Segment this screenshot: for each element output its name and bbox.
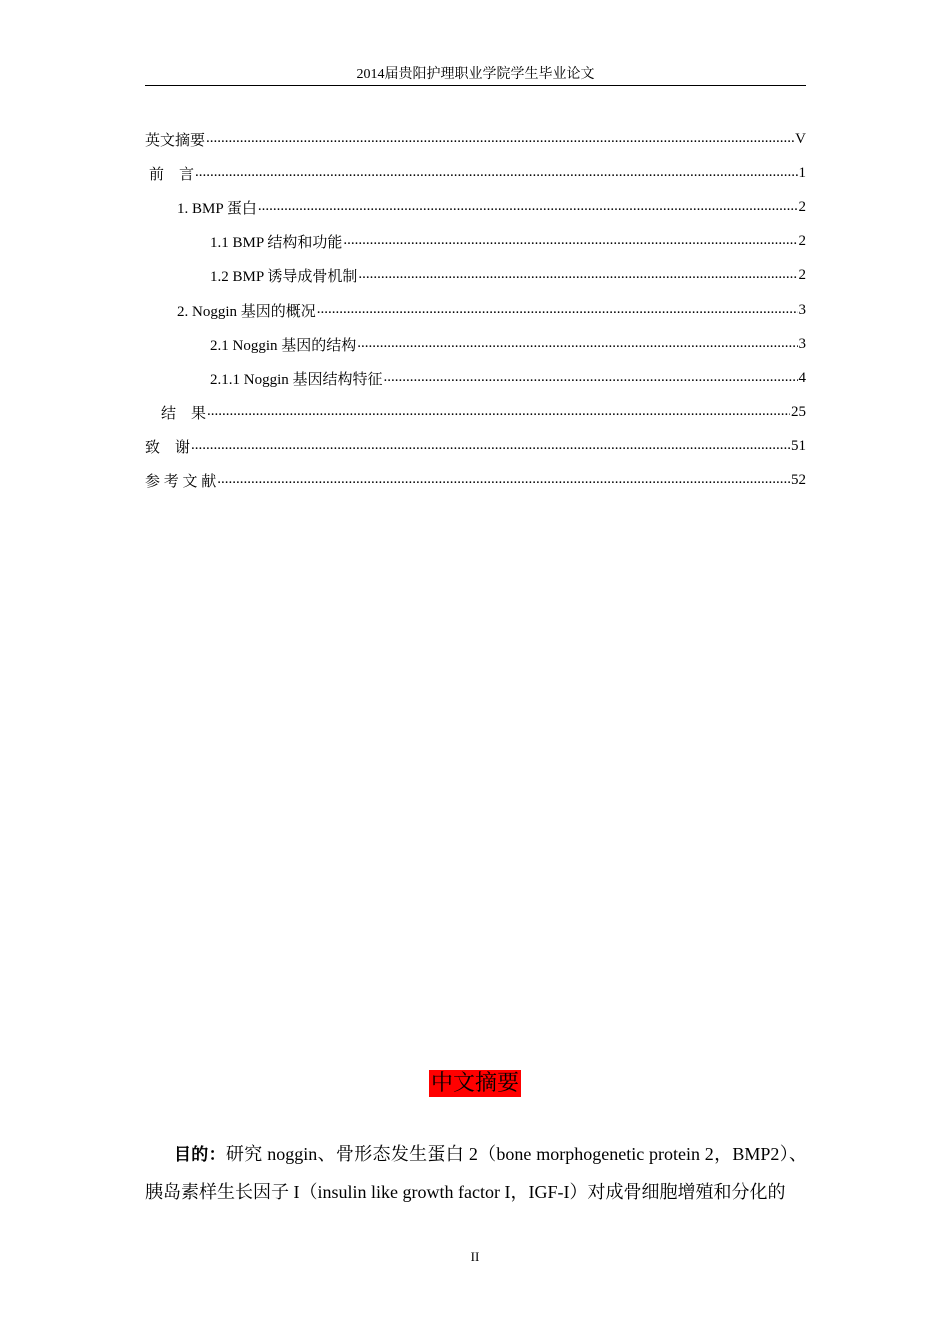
header-rule [145, 85, 806, 86]
abstract-heading-text: 中文摘要 [430, 1071, 519, 1096]
toc-entry-label: 前 言 [149, 166, 195, 183]
toc-entry-label: 1. BMP 蛋白 [177, 200, 257, 217]
abstract-body [145, 1136, 807, 1211]
toc-leader-dots [258, 198, 798, 215]
toc-leader-dots [206, 130, 794, 147]
toc-leader-dots [343, 232, 797, 249]
toc-entry-page: 3 [798, 335, 806, 352]
abstract-paragraph [145, 1136, 807, 1211]
toc-entry-noggin-structure[interactable] [145, 327, 806, 361]
toc-entry-acknowledgements[interactable] [145, 430, 806, 464]
toc-leader-dots [207, 403, 790, 420]
toc-entry-noggin-overview[interactable] [145, 293, 806, 327]
toc-leader-dots [191, 437, 790, 454]
toc-entry-bmp-mechanism[interactable] [145, 259, 806, 293]
page-header: 2014届贵阳护理职业学院学生毕业论文 [356, 67, 595, 82]
toc-entry-page: 1 [798, 164, 806, 181]
toc-entry-page: 2 [798, 198, 806, 215]
abstract-lead-label: 目的： [174, 1145, 226, 1165]
toc-entry-page: 4 [798, 369, 806, 386]
toc-entry-page: 51 [791, 438, 806, 455]
toc-entry-label: 参 考 文 献 [145, 474, 217, 491]
abstract-heading [0, 1066, 950, 1097]
toc-entry-label: 结 果 [161, 406, 207, 423]
table-of-contents [145, 122, 806, 498]
abstract-text: 研究 noggin、骨形态发生蛋白 2（bone morphogenetic protein 2，BMP2）、胰岛素样生长因子 I（insulin like growth factor I，IGF-I）对成骨细胞增殖和分化的 [145, 1144, 807, 1202]
toc-entry-label: 2.1.1 Noggin 基因结构特征 [210, 371, 383, 388]
toc-entry-bmp-protein[interactable] [145, 190, 806, 224]
toc-leader-dots [317, 301, 798, 318]
toc-entry-label: 1.1 BMP 结构和功能 [210, 235, 343, 252]
toc-leader-dots [358, 266, 797, 283]
toc-entry-label: 英文摘要 [145, 132, 206, 149]
toc-entry-label: 2.1 Noggin 基因的结构 [210, 337, 357, 354]
toc-entry-english-abstract[interactable] [145, 122, 806, 156]
toc-entry-references[interactable] [145, 464, 806, 498]
toc-entry-page: V [795, 130, 806, 147]
toc-entry-preface[interactable] [145, 156, 806, 190]
toc-entry-label: 1.2 BMP 诱导成骨机制 [210, 269, 358, 286]
toc-leader-dots [384, 369, 798, 386]
toc-entry-page: 2 [798, 233, 806, 250]
toc-leader-dots [195, 164, 797, 181]
toc-leader-dots [357, 335, 797, 352]
toc-entry-page: 52 [791, 472, 806, 489]
toc-entry-label: 2. Noggin 基因的概况 [177, 303, 316, 320]
toc-entry-label: 致 谢 [145, 440, 191, 457]
toc-entry-page: 25 [791, 404, 806, 421]
page-number: II [470, 1249, 480, 1264]
toc-entry-results[interactable] [145, 396, 806, 430]
toc-entry-bmp-structure[interactable] [145, 225, 806, 259]
toc-leader-dots [217, 471, 790, 488]
toc-entry-noggin-features[interactable] [145, 361, 806, 395]
toc-entry-page: 2 [798, 267, 806, 284]
toc-entry-page: 3 [798, 301, 806, 318]
